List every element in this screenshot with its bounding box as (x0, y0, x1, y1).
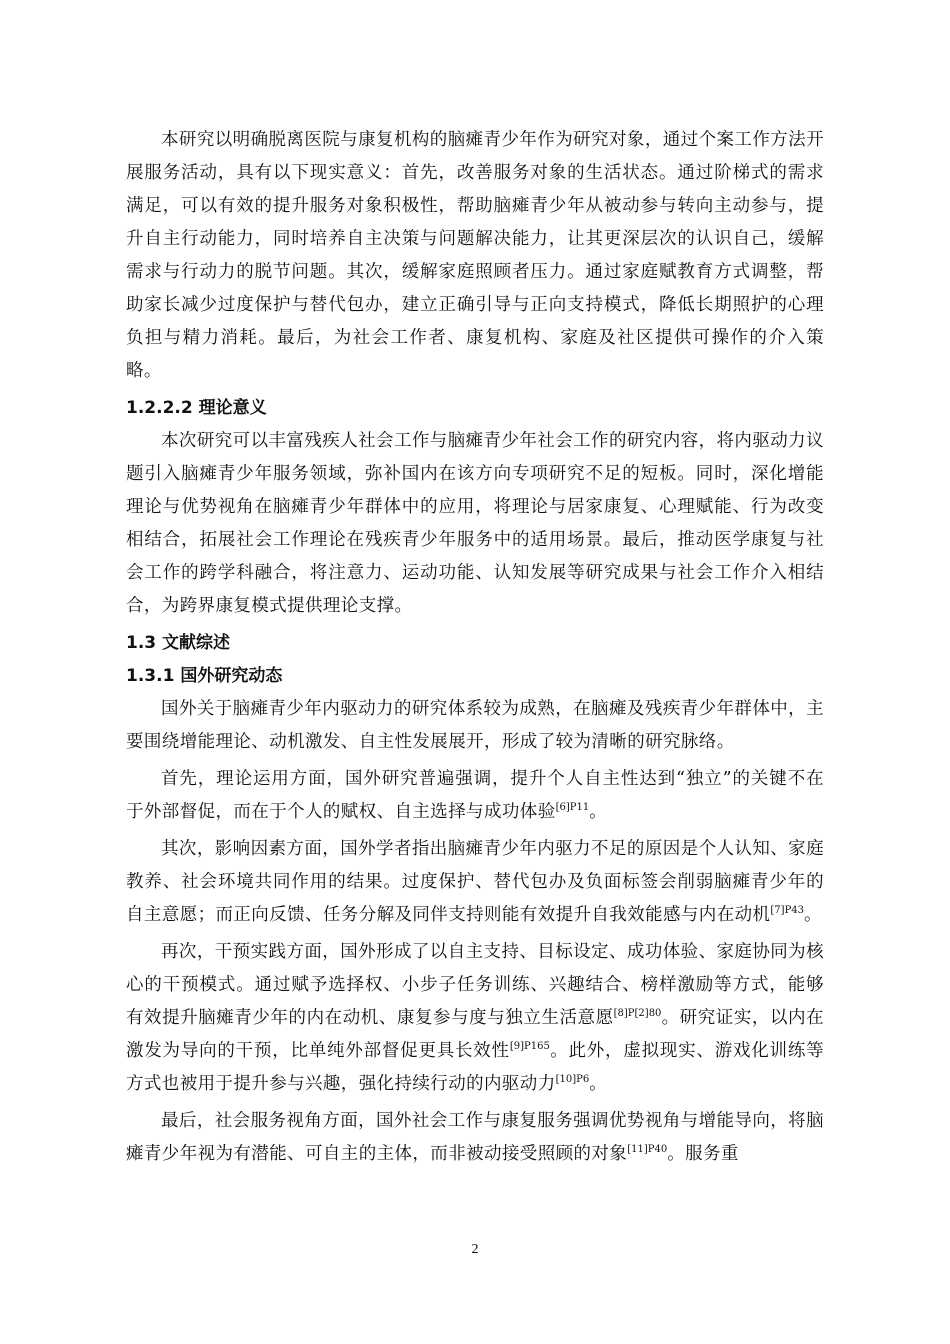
paragraph-end: 。 (589, 802, 608, 822)
paragraph-text: 其次，影响因素方面，国外学者指出脑瘫青少年内驱力不足的原因是个人认知、家庭教养、社会环境共同作用的结果。过度保护、替代包办及负面标签会削弱脑瘫青少年的自主意愿；而正向反馈、任务分解及同伴支持则能有效提升自我效能感与内在动机 (126, 839, 824, 925)
paragraph-text: 。此外，虚拟现实、游戏化训练等方式也被用于提升参与兴趣，强化持续行动的内驱动力 (126, 1041, 824, 1094)
citation: [7]P43 (770, 905, 805, 917)
page-number: 2 (471, 1242, 479, 1257)
paragraph-text: 。服务重 (667, 1144, 739, 1164)
paragraph-text: 再次，干预实践方面，国外形成了以自主支持、目标设定、成功体验、家庭协同为核心的干预模式。通过赋予选择权、小步子任务训练、兴趣结合、榜样激励等方式，能够有效提升脑瘫青少年的内在动机、康复参与度与独立生活意愿 (126, 942, 824, 1028)
paragraph-social-service (126, 1105, 824, 1171)
paragraph-influencing-factors (126, 833, 824, 932)
paragraph-text: 首先，理论运用方面，国外研究普遍强调，提升个人自主性达到“独立”的关键不在于外部督促，而在于个人的赋权、自主选择与成功体验 (126, 769, 824, 822)
citation: [11]P40 (627, 1144, 668, 1156)
citation: [6]P11 (555, 802, 590, 814)
heading-foreign-research: 1.3.1 国外研究动态 (126, 666, 283, 686)
citation: [10]P6 (555, 1074, 590, 1086)
paragraph-practical-significance: 本研究以明确脱离医院与康复机构的脑瘫青少年作为研究对象，通过个案工作方法开展服务活动，具有以下现实意义：首先，改善服务对象的生活状态。通过阶梯式的需求满足，可以有效的提升服务对象积极性，帮助脑瘫青少年从被动参与转向主动参与，提升自主行动能力，同时培养自主决策与问题解决能力，让其更深层次的认识自己，缓解需求与行动力的脱节问题。其次，缓解家庭照顾者压力。通过家庭赋教育方式调整，帮助家长减少过度保护与替代包办，建立正确引导与正向支持模式，降低长期照护的心理负担与精力消耗。最后，为社会工作者、康复机构、家庭及社区提供可操作的介入策略。 (126, 130, 824, 381)
paragraph-foreign-overview: 国外关于脑瘫青少年内驱动力的研究体系较为成熟，在脑瘫及残疾青少年群体中，主要围绕增能理论、动机激发、自主性发展展开，形成了较为清晰的研究脉络。 (126, 699, 824, 752)
paragraph-text: 。研究证实，以内在激发为导向的干预，比单纯外部督促更具长效性 (126, 1008, 824, 1061)
paragraph-end: 。 (589, 1074, 608, 1094)
heading-theoretical-significance: 1.2.2.2 理论意义 (126, 398, 267, 418)
citation: [9]P165 (509, 1041, 550, 1053)
heading-literature-review: 1.3 文献综述 (126, 633, 231, 653)
paragraph-text: 最后，社会服务视角方面，国外社会工作与康复服务强调优势视角与增能导向，将脑瘫青少年视为有潜能、可自主的主体，而非被动接受照顾的对象 (126, 1111, 824, 1164)
document-body (126, 124, 824, 1175)
paragraph-theoretical-significance: 本次研究可以丰富残疾人社会工作与脑瘫青少年社会工作的研究内容，将内驱动力议题引入脑瘫青少年服务领域，弥补国内在该方向专项研究不足的短板。同时，深化增能理论与优势视角在脑瘫青少年群体中的应用，将理论与居家康复、心理赋能、行为改变相结合，拓展社会工作理论在残疾青少年服务中的适用场景。最后，推动医学康复与社会工作的跨学科融合，将注意力、运动功能、认知发展等研究成果与社会工作介入相结合，为跨界康复模式提供理论支撑。 (126, 431, 824, 616)
paragraph-theory-application (126, 763, 824, 829)
paragraph-end: 。 (804, 905, 822, 925)
citation: [8]P[2]80 (613, 1008, 662, 1020)
paragraph-intervention-practice (126, 936, 824, 1101)
